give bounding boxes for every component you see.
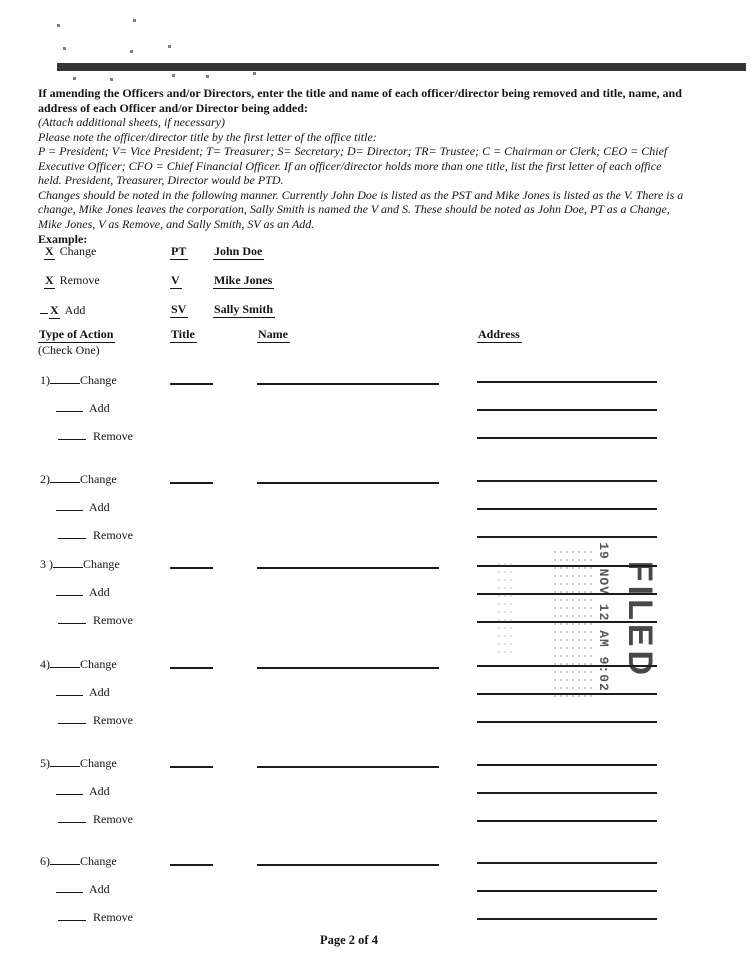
example-action-label: Add	[64, 303, 86, 317]
title-blank-line	[170, 864, 213, 866]
example-row	[0, 273, 750, 289]
add-row	[56, 584, 110, 600]
name-blank-line	[257, 567, 439, 569]
filed-stamp-text: FILED	[621, 560, 659, 680]
example-heading: Example:	[38, 232, 88, 246]
action-add-label: Add	[89, 585, 110, 599]
add-checkbox-blank	[56, 684, 83, 696]
example-name: Sally Smith	[214, 302, 274, 316]
stamp-faded-ink	[496, 560, 514, 656]
address-blank-line	[477, 437, 657, 439]
row-number: 5)	[40, 756, 50, 770]
name-blank-line	[257, 383, 439, 385]
add-row	[56, 684, 110, 700]
scan-artifact-bar	[57, 63, 746, 71]
row-number: 2)	[40, 472, 50, 486]
action-change-label: Change	[80, 373, 117, 387]
change-checkbox-blank	[50, 372, 80, 384]
address-blank-line	[477, 508, 657, 510]
example-title: V	[171, 273, 180, 287]
change-checkbox-blank	[50, 471, 80, 483]
scan-speck	[168, 45, 171, 48]
remove-row	[58, 612, 133, 628]
action-add-label: Add	[89, 784, 110, 798]
column-header-address: Address	[478, 327, 520, 341]
title-blank-line	[170, 567, 213, 569]
remove-row	[58, 909, 133, 925]
scan-speck	[63, 47, 66, 50]
remove-row	[58, 527, 133, 543]
name-blank-line	[257, 482, 439, 484]
example-row	[0, 302, 750, 318]
remove-checkbox-blank	[58, 428, 86, 440]
address-blank-line	[477, 536, 657, 538]
example-check-cell	[40, 302, 85, 318]
row-number: 1)	[40, 373, 50, 387]
change-checkbox-blank	[50, 853, 80, 865]
example-title: PT	[171, 244, 187, 258]
scan-speck	[73, 77, 76, 80]
scan-speck	[110, 78, 113, 81]
action-change-label: Change	[83, 557, 120, 571]
example-action-label: Change	[59, 244, 97, 258]
add-row	[56, 881, 110, 897]
form-row-group	[0, 755, 750, 847]
blank-segment	[40, 302, 48, 314]
scan-speck	[57, 24, 60, 27]
scan-speck	[172, 74, 175, 77]
page-number: Page 2 of 4	[320, 933, 378, 947]
instruction-line: Executive Officer; CFO = Chief Financial Officer. If an officer/director holds more than one title, list the first letter of each office	[38, 158, 662, 173]
instruction-line: Changes should be noted in the following manner. Currently John Doe is listed as the PST and Mike Jones is listed as the V. There is a	[38, 187, 684, 202]
add-checkbox-blank	[56, 881, 83, 893]
action-remove-label: Remove	[93, 429, 133, 443]
instruction-line: held. President, Treasurer, Director would be PTD.	[38, 173, 284, 188]
column-header-name: Name	[258, 327, 288, 341]
address-blank-line	[477, 480, 657, 482]
action-remove-label: Remove	[93, 613, 133, 627]
action-change-label: Change	[80, 854, 117, 868]
remove-checkbox-blank	[58, 712, 86, 724]
column-header-type-of-action: Type of Action	[39, 327, 114, 341]
action-remove-label: Remove	[93, 528, 133, 542]
scan-speck	[253, 72, 256, 75]
remove-row	[58, 428, 133, 444]
remove-checkbox-blank	[58, 612, 86, 624]
example-check-cell	[44, 273, 100, 288]
name-blank-line	[257, 667, 439, 669]
change-row	[40, 853, 117, 869]
row-number: 3 )	[40, 557, 53, 571]
action-add-label: Add	[89, 882, 110, 896]
example-action-label: Remove	[59, 273, 100, 287]
address-blank-line	[477, 764, 657, 766]
instruction-block	[38, 86, 728, 231]
action-change-label: Change	[80, 657, 117, 671]
action-change-label: Change	[80, 756, 117, 770]
instruction-line: (Attach additional sheets, if necessary)	[38, 115, 225, 130]
instruction-line: change, Mike Jones leaves the corporation, Sally Smith is named the V and S. These should be noted as John Doe, PT as a Change,	[38, 202, 670, 217]
action-add-label: Add	[89, 401, 110, 415]
column-header-title: Title	[171, 327, 195, 341]
remove-checkbox-blank	[58, 527, 86, 539]
change-row	[40, 656, 117, 672]
row-number: 6)	[40, 854, 50, 868]
check-x-mark: X	[50, 303, 59, 317]
example-name: John Doe	[214, 244, 263, 258]
change-checkbox-blank	[50, 755, 80, 767]
scan-speck	[130, 50, 133, 53]
title-blank-line	[170, 766, 213, 768]
action-remove-label: Remove	[93, 910, 133, 924]
change-row	[40, 372, 117, 388]
address-blank-line	[477, 381, 657, 383]
example-title: SV	[171, 302, 187, 316]
address-blank-line	[477, 409, 657, 411]
instruction-line: Mike Jones, V as Remove, and Sally Smith, SV as an Add.	[38, 216, 315, 231]
form-row-group	[0, 471, 750, 563]
action-add-label: Add	[89, 685, 110, 699]
form-row-group	[0, 372, 750, 464]
remove-checkbox-blank	[58, 811, 86, 823]
add-row	[56, 499, 110, 515]
form-row-group	[0, 853, 750, 945]
remove-row	[58, 811, 133, 827]
filed-stamp-datetime: 19 NOV 12 AM 9:02	[596, 542, 611, 692]
change-row	[40, 471, 117, 487]
check-x-mark: X	[45, 244, 54, 258]
add-checkbox-blank	[56, 499, 83, 511]
check-x-mark: X	[45, 273, 54, 287]
action-remove-label: Remove	[93, 713, 133, 727]
address-blank-line	[477, 890, 657, 892]
change-checkbox-blank	[50, 656, 80, 668]
title-blank-line	[170, 482, 213, 484]
title-blank-line	[170, 667, 213, 669]
column-header-check-one: (Check One)	[38, 343, 100, 357]
remove-checkbox-blank	[58, 909, 86, 921]
address-blank-line	[477, 820, 657, 822]
name-blank-line	[257, 766, 439, 768]
action-remove-label: Remove	[93, 812, 133, 826]
action-add-label: Add	[89, 500, 110, 514]
add-row	[56, 783, 110, 799]
row-number: 4)	[40, 657, 50, 671]
address-blank-line	[477, 721, 657, 723]
change-row	[40, 755, 117, 771]
action-change-label: Change	[80, 472, 117, 486]
scan-speck	[206, 75, 209, 78]
change-row	[40, 556, 120, 572]
add-row	[56, 400, 110, 416]
scan-speck	[133, 19, 136, 22]
title-blank-line	[170, 383, 213, 385]
remove-row	[58, 712, 133, 728]
add-checkbox-blank	[56, 400, 83, 412]
add-checkbox-blank	[56, 783, 83, 795]
instruction-line: P = President; V= Vice President; T= Treasurer; S= Secretary; D= Director; TR= Trustee; C = Chairman or Clerk; CEO = Chief	[38, 144, 668, 159]
example-name: Mike Jones	[214, 273, 273, 287]
instruction-line: If amending the Officers and/or Directors, enter the title and name of each officer/director being removed and title, name, and	[38, 86, 682, 100]
address-blank-line	[477, 918, 657, 920]
address-blank-line	[477, 792, 657, 794]
stamp-faded-ink	[552, 548, 592, 700]
address-blank-line	[477, 862, 657, 864]
example-row	[0, 244, 750, 260]
instruction-line: Please note the officer/director title by the first letter of the office title:	[38, 129, 377, 144]
name-blank-line	[257, 864, 439, 866]
change-checkbox-blank	[53, 556, 83, 568]
add-checkbox-blank	[56, 584, 83, 596]
example-check-cell	[44, 244, 96, 259]
instruction-line: address of each Officer and/or Director being added:	[38, 100, 308, 115]
